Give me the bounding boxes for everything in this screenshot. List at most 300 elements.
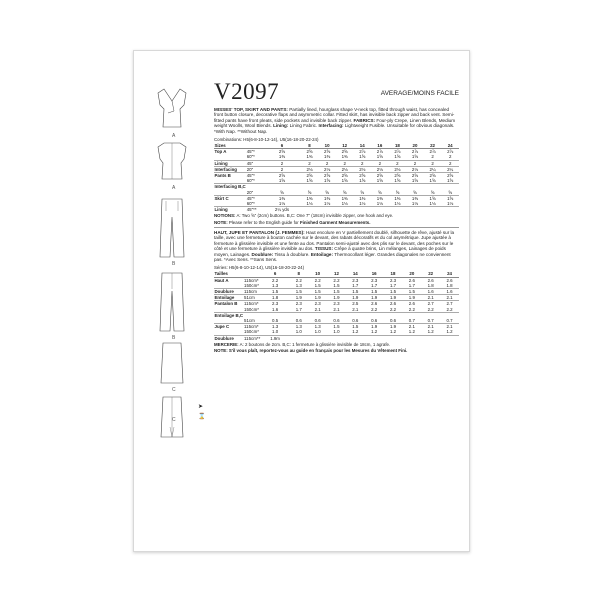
yardage-cell: 2.1	[352, 306, 359, 312]
notions-text: A: Two ⅝" (2cm) buttons. B,C: One 7" (18cm) invisible zipper, one hook and eye.	[236, 213, 394, 219]
yardage-cell: 2.1	[440, 295, 459, 301]
yardage-cell: 2.6	[384, 301, 403, 307]
yardage-cell: 2	[263, 160, 300, 166]
yardage-cell: 1.3	[295, 282, 302, 288]
yardage-cell: 1.6	[440, 288, 459, 294]
yardage-cell: 1.5	[333, 282, 340, 288]
yardage-cell: 1⅝	[359, 154, 366, 160]
row-label: Doublure	[214, 288, 244, 294]
yardage-cell: 2⅝	[341, 149, 348, 155]
technical-sketches	[134, 51, 196, 551]
yardage-cell: 1.0	[295, 329, 302, 335]
yardage-cell: 2	[336, 160, 354, 166]
yardage-cell: 1⅜	[318, 195, 336, 201]
fabric-width: 45"**	[246, 207, 263, 213]
yardage-cell: ⅝	[448, 189, 452, 195]
yardage-cell: 1.7	[295, 306, 302, 312]
yardage-cell: 2.2	[314, 277, 321, 283]
size-header: 8	[289, 271, 308, 277]
fabric-width: 115cm*	[244, 277, 259, 283]
size-header: 14	[346, 271, 365, 277]
size-header: 22	[421, 271, 440, 277]
yardage-cell: 1.5	[346, 324, 365, 330]
yardage-cell: 1.5	[402, 288, 421, 294]
fabrics-label: FABRICS:	[353, 117, 376, 123]
pants-b-back-sketch	[154, 271, 190, 333]
yardage-cell: ⅝	[395, 189, 400, 195]
yardage-cell: 2⅞	[394, 149, 401, 155]
yardage-cell	[327, 335, 346, 341]
row-label: Jupe C	[214, 324, 244, 330]
yardage-cell: 1⅝	[306, 178, 313, 184]
yardage-cell: 0.6	[352, 317, 359, 323]
yardage-cell	[301, 207, 319, 213]
yardage-cell: 2.1	[421, 295, 440, 301]
pants-b-front-sketch	[154, 197, 190, 259]
yardage-cell: 2.3	[261, 301, 290, 307]
yardage-cell	[353, 207, 371, 213]
yardage-cell: 1⅝	[394, 154, 401, 160]
yardage-cell: 1⅛	[306, 201, 313, 207]
yardage-cell: 2.2	[446, 306, 453, 312]
yardage-cell: 1⅝	[359, 178, 366, 184]
yardage-cell: 1⅜	[306, 154, 313, 160]
size-header: 6	[263, 143, 300, 149]
yardage-cell: 2⅝	[301, 173, 319, 179]
yardage-cell: 1⅛	[411, 201, 419, 207]
sketch-label: A	[172, 185, 176, 191]
size-header: 20	[406, 143, 424, 149]
top-a-front-sketch	[154, 87, 190, 129]
yardage-cell: 1.9	[365, 295, 384, 301]
sketch-label: A	[172, 133, 176, 139]
yardage-cell: 2⅝	[406, 173, 424, 179]
yardage-cell: ⅝	[430, 189, 435, 195]
yardage-cell: 2	[431, 154, 434, 160]
yardage-cell: 2.3	[371, 277, 378, 283]
yardage-cell: 2	[301, 160, 319, 166]
sketch-label: C	[172, 387, 176, 393]
yardage-cell	[384, 335, 403, 341]
yardage-cell: 2	[353, 160, 371, 166]
yardage-cell: 2	[371, 160, 389, 166]
yardage-cell: 1.7	[371, 282, 378, 288]
fabric-width: 45"*	[246, 195, 263, 201]
yardage-cell: 1⅜	[336, 195, 354, 201]
row-label: Pants B	[214, 173, 246, 179]
lining-text: Lining Fabric.	[289, 123, 318, 129]
lining-label: Lining:	[273, 123, 289, 129]
yardage-cell: 2⅝	[371, 173, 389, 179]
yardage-cell: 2⅛	[336, 166, 354, 172]
note-label: NOTE:	[214, 219, 228, 225]
yardage-cell: 1.3	[308, 324, 327, 330]
yardage-cell: ⅝	[360, 189, 365, 195]
yardage-cell: 2⅝	[278, 149, 286, 155]
yardage-table-english	[214, 143, 459, 212]
entoilage-label: Entoilage:	[310, 251, 334, 257]
yardage-cell: 1.5	[346, 288, 365, 294]
yardage-table-french	[214, 271, 459, 340]
yardage-cell: 1.9	[384, 324, 403, 330]
row-label: Entoilage	[214, 295, 244, 301]
yardage-cell: 1⅝	[394, 178, 401, 184]
note-text: Please refer to the English guide for	[228, 219, 299, 225]
yardage-cell: 2.2	[371, 306, 378, 312]
size-header: 24	[441, 143, 459, 149]
yardage-cell: 1.9	[327, 295, 346, 301]
header	[214, 79, 459, 105]
yardage-cell: 1⅛	[429, 201, 436, 207]
yardage-cell	[424, 207, 442, 213]
yardage-cell: 2.2	[333, 277, 340, 283]
size-header: 16	[365, 271, 384, 277]
size-header: 12	[336, 143, 354, 149]
fabric-width: 45"	[246, 160, 263, 166]
yardage-cell: 1.7	[389, 282, 397, 288]
yardage-cell: 1⅝	[411, 178, 419, 184]
fabric-width: 20"	[246, 189, 254, 195]
fabric-width: 115cm	[244, 288, 261, 294]
pattern-number: V2097	[214, 79, 280, 104]
yardage-cell: 2.1	[421, 324, 440, 330]
yardage-cell: 2⅞	[447, 149, 454, 155]
yardage-cell: 1.5	[314, 282, 321, 288]
yardage-cell: 2⅝	[389, 173, 407, 179]
yardage-cell: 2	[389, 160, 407, 166]
interfacing-text: Lightweight Fusible. Unsuitable for obvious diagonals. *With Nap. **Without Nap.	[214, 123, 455, 134]
fabric-width: 115cm**	[244, 335, 261, 341]
yardage-cell: 2⅛	[389, 166, 407, 172]
yardage-cell: 1.2	[408, 329, 415, 335]
yardage-cell: 1.9m	[261, 335, 290, 341]
note-english	[214, 220, 459, 225]
size-header: 18	[384, 271, 403, 277]
size-header: 18	[389, 143, 407, 149]
row-label: Top A	[214, 149, 227, 155]
fabric-width: 150cm*	[244, 329, 259, 335]
yardage-cell: 2⅞	[376, 149, 383, 155]
yardage-cell: 1.7	[352, 282, 359, 288]
yardage-cell: 1.7	[408, 282, 415, 288]
yardage-cell: 1.2	[352, 329, 359, 335]
yardage-cell: 0.7	[446, 317, 453, 323]
sketch-label: C	[172, 417, 176, 423]
notions-label: NOTIONS:	[214, 213, 236, 219]
table-row	[214, 335, 459, 341]
yardage-cell: 1⅛	[447, 201, 454, 207]
yardage-cell: 2.7	[421, 301, 440, 307]
yardage-cell: 2⅛	[301, 166, 319, 172]
yardage-cell	[402, 335, 421, 341]
fabric-width: 20"	[246, 166, 263, 172]
yardage-cell: 2.3	[389, 277, 397, 283]
fabric-width: 60"*	[246, 154, 255, 160]
yardage-cell: 2.2	[272, 277, 279, 283]
yardage-cell: 1.9	[402, 295, 421, 301]
yardage-cell: 1.5	[308, 288, 327, 294]
yardage-cell: 1⅝	[324, 178, 331, 184]
yardage-cell: ⅝	[342, 189, 347, 195]
yardage-cell	[318, 207, 336, 213]
yardage-cell: 1.9	[346, 295, 365, 301]
yardage-cell	[406, 207, 424, 213]
yardage-cell: 1.2	[427, 329, 434, 335]
yardage-cell: 1.5	[327, 324, 346, 330]
sketch-label: B	[172, 335, 176, 341]
yardage-cell: 1⅛	[359, 201, 366, 207]
yardage-cell: 2⅞	[429, 149, 436, 155]
yardage-cell: 1.6	[272, 306, 279, 312]
yardage-cell: 2	[318, 160, 336, 166]
yardage-cell: 2.2	[427, 306, 434, 312]
top-a-back-sketch	[154, 141, 190, 181]
mercerie-label: MERCERIE:	[214, 341, 239, 347]
description-body-fr: Haut encolure en V partiellement doublé, silhouette de rêve, ajusté sur la taille, avec une fermeture à bouton cachée sur le devant, des rabats décoratifs et du col asymétrique. Jupe ajustée à fermeture à glissière invisible et une fente au dos. Pantalon semi-ajusté avec des plis sur le devant, des poches sur le côté et une fermeture à glissière invisible au dos.	[214, 229, 455, 252]
yardage-cell: 2⅝	[324, 149, 331, 155]
entoilage-text: Thermocollant léger. Grandes diagonales ne conviennent pas. *Avec Sens. **Sans Sens.	[214, 251, 451, 262]
yardage-cell: 1.0	[272, 329, 279, 335]
yardage-cell: 1.2	[446, 329, 453, 335]
yardage-cell: 2¼	[424, 166, 442, 172]
description-french	[214, 230, 459, 262]
yardage-cell: 1.8	[427, 282, 434, 288]
yardage-cell: ⅝	[307, 189, 312, 195]
yardage-cell: 0.6	[389, 317, 397, 323]
size-header: 14	[353, 143, 371, 149]
yardage-cell: 1⅝	[376, 178, 383, 184]
yardage-cell: 2.6	[408, 277, 415, 283]
yardage-cell: 0.6	[333, 317, 340, 323]
difficulty-label: AVERAGE/MOINS FACILE	[380, 90, 459, 97]
yardage-cell: 0.5	[272, 317, 279, 323]
yardage-cell: 2.6	[365, 301, 384, 307]
description-title-fr: HAUT, JUPE ET PANTALON (J. FEMMES):	[214, 229, 305, 235]
sizes-label: Sizes	[214, 143, 263, 149]
yardage-cell: 1.3	[272, 282, 279, 288]
yardage-cell: 0.6	[371, 317, 378, 323]
yardage-cell: 0.7	[408, 317, 415, 323]
yardage-cell: 1⅜	[353, 195, 371, 201]
yardage-cell: ⅝	[377, 189, 382, 195]
yardage-cell: 1⅜	[406, 195, 424, 201]
yardage-cell: 1⅜	[341, 154, 348, 160]
yardage-cell: 1.3	[289, 324, 308, 330]
yardage-cell	[389, 207, 407, 213]
yardage-cell	[365, 335, 384, 341]
sketch-label: B	[172, 261, 176, 267]
doublure-text: Tissu à doublure.	[274, 251, 310, 257]
yardage-cell: 2.3	[352, 277, 359, 283]
row-label: Haut A	[214, 277, 229, 283]
mercerie-text: A: 2 boutons de 2cm. B,C: 1 fermeture à glissière invisible de 18cm, 1 agrafe.	[239, 341, 391, 347]
yardage-cell: 1.8	[261, 295, 290, 301]
tissus-label: TISSUS:	[314, 246, 333, 252]
row-label: Doublure	[214, 335, 244, 341]
yardage-cell: 2¼	[441, 166, 459, 172]
yardage-cell: 2⅞	[411, 149, 419, 155]
yardage-cell: 1.3	[261, 324, 290, 330]
fabric-width: 115cm*	[244, 324, 261, 330]
yardage-cell: 0.6	[314, 317, 321, 323]
yardage-cell: 2	[263, 166, 300, 172]
fabric-width: 51cm	[244, 295, 261, 301]
arrow-right-icon: ➤	[198, 404, 204, 410]
fabric-width: 45"*	[246, 173, 263, 179]
yardage-cell: ⅝	[280, 189, 284, 195]
size-header: 6	[261, 271, 290, 277]
yardage-cell: 2.1	[402, 324, 421, 330]
yardage-cell: 1⅝	[411, 154, 419, 160]
table-row	[214, 207, 459, 213]
fabric-width: 150cm*	[244, 306, 259, 312]
yardage-cell: 2.2	[389, 306, 397, 312]
yardage-cell: 1.5	[261, 288, 290, 294]
yardage-cell	[346, 335, 365, 341]
row-label: Pantalon B	[214, 301, 244, 307]
yardage-cell: 1.2	[371, 329, 378, 335]
yardage-cell: 2	[406, 160, 424, 166]
yardage-cell: 1.0	[333, 329, 340, 335]
yardage-cell: 2⅛	[318, 166, 336, 172]
divider	[214, 227, 459, 228]
yardage-cell: 2	[424, 160, 442, 166]
yardage-cell: 2	[448, 154, 452, 160]
yardage-cell: 2⅛	[353, 166, 371, 172]
size-header: 20	[402, 271, 421, 277]
yardage-cell: 2.2	[408, 306, 415, 312]
size-header: 16	[371, 143, 389, 149]
yardage-cell	[289, 335, 308, 341]
yardage-cell: 2⅝	[318, 173, 336, 179]
yardage-cell: 2.6	[427, 277, 434, 283]
description-body: Partially lined, hourglass shape V-neck top, fitted through waist, has concealed front button closure, decorative flaps and asymmetric collar. Fitted skirt, has invisible back zipper and back vent. Semi-fitted pants have front pleats, side pockets and invisible back zipper.	[214, 107, 455, 123]
yardage-cell: 1.0	[314, 329, 321, 335]
yardage-cell: 2⅝	[336, 173, 354, 179]
row-label: Skirt C	[214, 195, 246, 201]
yardage-cell	[441, 207, 459, 213]
yardage-cell: 1.9	[365, 324, 384, 330]
yardage-cell: 1⅜	[324, 154, 331, 160]
fabric-width: 60"*	[246, 178, 255, 184]
yardage-cell: 2⅞	[359, 149, 366, 155]
yardage-cell: 2.1	[440, 324, 459, 330]
yardage-cell: 2¼ yds	[263, 207, 300, 213]
row-label: Entoilage B,C	[214, 312, 244, 318]
yardage-cell	[440, 335, 459, 341]
row-label: Interfacing	[214, 166, 246, 172]
yardage-cell: 2⅝	[353, 173, 371, 179]
yardage-cell: 2⅝	[263, 173, 300, 179]
doublure-label: Doublure:	[251, 251, 274, 257]
yardage-cell: 2.1	[333, 306, 340, 312]
size-header: 12	[327, 271, 346, 277]
note-bold: Finished Garment Measurements.	[299, 219, 371, 225]
yardage-cell	[371, 207, 389, 213]
yardage-cell: 1⅛	[341, 201, 348, 207]
yardage-cell: 1⅛	[376, 201, 383, 207]
yardage-cell: 2⅛	[406, 166, 424, 172]
yardage-cell: 1⅜	[278, 154, 286, 160]
yardage-cell: 1.5	[289, 288, 308, 294]
yardage-cell: 0.6	[295, 317, 302, 323]
yardage-cell: 2.3	[327, 301, 346, 307]
yardage-cell	[308, 335, 327, 341]
yardage-cell	[336, 207, 354, 213]
fabric-width: 51cm	[244, 317, 255, 323]
yardage-cell: 2.3	[308, 301, 327, 307]
fabrics-text: Four-ply Crepe, Linen Blends, Medium weight Woolls, Wool Blends.	[214, 117, 456, 129]
hourglass-icon: ⌛	[198, 414, 206, 420]
note-fr-text: S'il vous plaît, reportez-vous au guide en français pour les Mesures du Vêtement Fini.	[228, 347, 408, 353]
yardage-cell: 1⅝	[424, 195, 442, 201]
yardage-cell: 1⅝	[341, 178, 348, 184]
yardage-cell: 2.3	[289, 301, 308, 307]
mercerie	[214, 342, 459, 347]
note-french	[214, 348, 459, 353]
yardage-cell: 1⅝	[441, 195, 459, 201]
notions-english	[214, 213, 459, 218]
description-title: MISSES' TOP, SKIRT AND PANTS:	[214, 107, 288, 112]
skirt-c-front-sketch	[154, 341, 190, 385]
row-label: Lining	[214, 207, 246, 213]
yardage-cell: 1⅜	[371, 195, 389, 201]
yardage-cell: 1.9	[289, 295, 308, 301]
yardage-cell: 1.5	[327, 288, 346, 294]
yardage-cell	[421, 335, 440, 341]
size-header: 10	[318, 143, 336, 149]
yardage-cell: 1⅝	[278, 178, 286, 184]
yardage-cell: 1⅝	[447, 178, 454, 184]
yardage-cell: 2.6	[402, 301, 421, 307]
yardage-cell: 1⅝	[376, 154, 383, 160]
pattern-info	[214, 79, 459, 354]
fabric-width: 115cm*	[244, 301, 261, 307]
row-label: Lining	[214, 160, 246, 166]
fabric-width: 45"*	[246, 149, 255, 155]
yardage-cell: 1.9	[308, 295, 327, 301]
description-english	[214, 107, 459, 134]
yardage-cell: 1.8	[446, 282, 453, 288]
yardage-cell: 1⅝	[429, 178, 436, 184]
yardage-cell: 2.1	[314, 306, 321, 312]
yardage-cell: 1⅜	[263, 195, 300, 201]
yardage-cell: 2⅝	[424, 173, 442, 179]
yardage-cell: 1.2	[389, 329, 397, 335]
sizes-label: Tailles	[214, 271, 261, 277]
yardage-cell: 1⅛	[394, 201, 401, 207]
yardage-cell: 1⅛	[278, 201, 286, 207]
yardage-cell: 2⅛	[371, 166, 389, 172]
yardage-cell: 2	[441, 160, 459, 166]
fabric-width: 60"*	[246, 201, 255, 207]
yardage-cell: ⅝	[325, 189, 329, 195]
yardage-cell: 1.5	[365, 288, 384, 294]
note-fr-label: NOTE:	[214, 347, 228, 353]
combinations: Combinations: H5(6-8-10-12-14), U5(16-18-20-22-24)	[214, 137, 319, 143]
interfacing-label: Interfacing:	[318, 123, 344, 129]
yardage-cell: 2.6	[446, 277, 453, 283]
row-label: Interfacing B,C	[214, 184, 246, 190]
yardage-cell: 0.7	[427, 317, 434, 323]
yardage-cell: 1.5	[384, 288, 403, 294]
yardage-cell: 1⅜	[301, 195, 319, 201]
size-header: 24	[440, 271, 459, 277]
yardage-cell: 2.7	[440, 301, 459, 307]
fabric-width: 150cm*	[244, 282, 259, 288]
yardage-cell: 2.5	[346, 301, 365, 307]
size-header: 10	[308, 271, 327, 277]
